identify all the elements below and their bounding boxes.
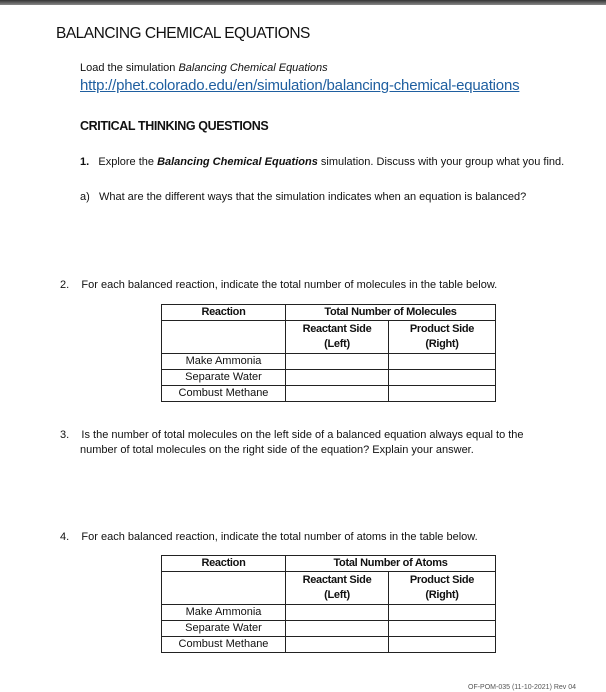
load-instruction — [80, 62, 328, 74]
section-heading: CRITICAL THINKING QUESTIONS — [80, 119, 269, 133]
header-product: Product Side (Right) — [389, 572, 496, 605]
question-2 — [60, 279, 497, 291]
header-product: Product Side (Right) — [389, 321, 496, 354]
q1a-number: a) — [80, 191, 90, 203]
reactant-cell[interactable] — [286, 621, 389, 637]
header-reaction: Reaction — [162, 556, 286, 572]
reactant-cell[interactable] — [286, 370, 389, 386]
product-cell[interactable] — [389, 621, 496, 637]
question-4 — [60, 531, 478, 543]
page-title: BALANCING CHEMICAL EQUATIONS — [56, 25, 310, 42]
reactant-cell[interactable] — [286, 637, 389, 653]
reaction-name: Separate Water — [162, 621, 286, 637]
header-group: Total Number of Molecules — [286, 305, 496, 321]
q1-pre: Explore the — [98, 156, 158, 168]
q4-text: For each balanced reaction, indicate the total number of atoms in the table below. — [81, 531, 478, 543]
q4-number: 4. — [60, 531, 70, 543]
question-1 — [80, 156, 564, 168]
window-top-edge — [0, 0, 606, 5]
header-reaction: Reaction — [162, 305, 286, 321]
reaction-name: Make Ammonia — [162, 354, 286, 370]
reactant-cell[interactable] — [286, 605, 389, 621]
reaction-name: Combust Methane — [162, 386, 286, 402]
simulation-link[interactable]: http://phet.colorado.edu/en/simulation/balancing-chemical-equations — [80, 77, 520, 94]
reaction-name: Combust Methane — [162, 637, 286, 653]
q1-post: simulation. Discuss with your group what you find. — [317, 156, 565, 168]
header-reactant: Reactant Side (Left) — [286, 572, 389, 605]
q3-number: 3. — [60, 429, 70, 441]
reaction-name: Separate Water — [162, 370, 286, 386]
header-group: Total Number of Atoms — [286, 556, 496, 572]
question-1a — [80, 191, 526, 203]
header-reactant: Reactant Side (Left) — [286, 321, 389, 354]
q2-number: 2. — [60, 279, 70, 291]
question-3 — [60, 429, 524, 441]
product-cell[interactable] — [389, 605, 496, 621]
q1-number: 1. — [80, 156, 90, 168]
product-cell[interactable] — [389, 354, 496, 370]
document-footer: OF-POM-035 (11-10-2021) Rev 04 — [468, 684, 577, 691]
q2-text: For each balanced reaction, indicate the total number of molecules in the table below. — [81, 279, 498, 291]
product-cell[interactable] — [389, 370, 496, 386]
product-cell[interactable] — [389, 637, 496, 653]
q1a-text: What are the different ways that the simulation indicates when an equation is balanced? — [98, 191, 527, 203]
product-cell[interactable] — [389, 386, 496, 402]
q3-line2: number of total molecules on the right side of the equation? Explain your answer. — [80, 444, 474, 456]
q1-sim-name: Balancing Chemical Equations — [157, 156, 318, 168]
q3-line1: Is the number of total molecules on the left side of a balanced equation always equal to the — [81, 429, 524, 441]
reactant-cell[interactable] — [286, 386, 389, 402]
reaction-name: Make Ammonia — [162, 605, 286, 621]
molecules-table — [161, 304, 496, 402]
simulation-name: Balancing Chemical Equations — [178, 62, 328, 74]
atoms-table — [161, 555, 496, 653]
load-prefix: Load the simulation — [80, 62, 179, 74]
reactant-cell[interactable] — [286, 354, 389, 370]
